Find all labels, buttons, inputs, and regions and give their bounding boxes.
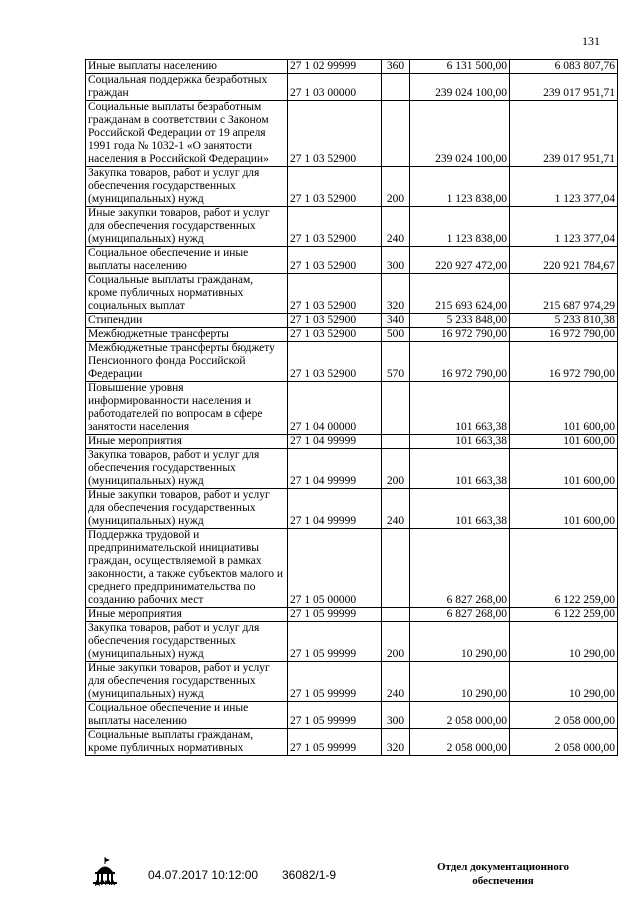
table-row <box>86 382 618 435</box>
row-executed-amount: 2 058 000,00 <box>510 729 618 756</box>
row-name: Иные выплаты населению <box>86 60 288 74</box>
row-planned-amount: 2 058 000,00 <box>410 729 510 756</box>
row-target-code: 27 1 03 52900 <box>288 342 382 382</box>
row-planned-amount: 215 693 624,00 <box>410 274 510 314</box>
row-planned-amount: 239 024 100,00 <box>410 101 510 167</box>
row-planned-amount: 220 927 472,00 <box>410 247 510 274</box>
row-target-code: 27 1 03 00000 <box>288 74 382 101</box>
row-name: Повышение уровня информированности населения и работодателей по вопросам в сфере занятости населения <box>86 382 288 435</box>
row-expense-type: 240 <box>382 489 410 529</box>
table-row <box>86 74 618 101</box>
page-number: 131 <box>582 34 600 48</box>
row-target-code: 27 1 03 52900 <box>288 274 382 314</box>
footer-doc-number: 36082/1-9 <box>282 868 337 882</box>
row-planned-amount: 101 663,38 <box>410 435 510 449</box>
row-executed-amount: 1 123 377,04 <box>510 207 618 247</box>
table-row <box>86 608 618 622</box>
table-row <box>86 314 618 328</box>
row-expense-type: 200 <box>382 622 410 662</box>
row-target-code: 27 1 04 99999 <box>288 489 382 529</box>
row-planned-amount: 239 024 100,00 <box>410 74 510 101</box>
row-name: Закупка товаров, работ и услуг для обеспечения государственных (муниципальных) нужд <box>86 622 288 662</box>
row-executed-amount: 1 123 377,04 <box>510 167 618 207</box>
row-expense-type: 320 <box>382 274 410 314</box>
row-expense-type: 240 <box>382 207 410 247</box>
table-row <box>86 274 618 314</box>
row-executed-amount: 2 058 000,00 <box>510 702 618 729</box>
row-name: Социальные выплаты гражданам, кроме публичных нормативных социальных выплат <box>86 274 288 314</box>
table-row <box>86 622 618 662</box>
row-executed-amount: 6 083 807,76 <box>510 60 618 74</box>
row-name: Социальное обеспечение и иные выплаты населению <box>86 247 288 274</box>
row-executed-amount: 101 600,00 <box>510 489 618 529</box>
row-expense-type: 200 <box>382 449 410 489</box>
row-name: Межбюджетные трансферты бюджету Пенсионного фонда Российской Федерации <box>86 342 288 382</box>
row-target-code: 27 1 03 52900 <box>288 314 382 328</box>
table-row <box>86 167 618 207</box>
table-row <box>86 101 618 167</box>
row-expense-type: 300 <box>382 247 410 274</box>
row-expense-type: 300 <box>382 702 410 729</box>
row-name: Социальное обеспечение и иные выплаты населению <box>86 702 288 729</box>
table-row <box>86 449 618 489</box>
row-expense-type <box>382 435 410 449</box>
row-executed-amount: 101 600,00 <box>510 435 618 449</box>
row-name: Поддержка трудовой и предпринимательской инициативы граждан, осуществляемой в рамках законности, а также субъектов малого и среднего предпринимательства по созданию рабочих мест <box>86 529 288 608</box>
row-executed-amount: 10 290,00 <box>510 662 618 702</box>
duma-logo-icon <box>90 856 120 894</box>
budget-table-body <box>86 60 618 756</box>
row-planned-amount: 101 663,38 <box>410 382 510 435</box>
row-name: Иные закупки товаров, работ и услуг для обеспечения государственных (муниципальных) нужд <box>86 207 288 247</box>
row-planned-amount: 6 827 268,00 <box>410 608 510 622</box>
table-row <box>86 662 618 702</box>
row-name: Закупка товаров, работ и услуг для обеспечения государственных (муниципальных) нужд <box>86 167 288 207</box>
row-planned-amount: 16 972 790,00 <box>410 328 510 342</box>
row-expense-type: 570 <box>382 342 410 382</box>
row-executed-amount: 6 122 259,00 <box>510 529 618 608</box>
row-planned-amount: 6 827 268,00 <box>410 529 510 608</box>
row-name: Стипендии <box>86 314 288 328</box>
row-name: Социальные выплаты гражданам, кроме публичных нормативных <box>86 729 288 756</box>
row-target-code: 27 1 05 99999 <box>288 622 382 662</box>
table-row <box>86 247 618 274</box>
row-executed-amount: 6 122 259,00 <box>510 608 618 622</box>
row-target-code: 27 1 05 99999 <box>288 729 382 756</box>
row-target-code: 27 1 03 52900 <box>288 101 382 167</box>
table-row <box>86 529 618 608</box>
footer-datetime: 04.07.2017 10:12:00 <box>148 868 259 882</box>
table-row <box>86 60 618 74</box>
table-row <box>86 729 618 756</box>
row-expense-type <box>382 529 410 608</box>
row-target-code: 27 1 04 99999 <box>288 449 382 489</box>
logo-text: ДУМА <box>94 880 116 887</box>
row-target-code: 27 1 05 99999 <box>288 608 382 622</box>
row-expense-type <box>382 74 410 101</box>
row-name: Иные мероприятия <box>86 435 288 449</box>
row-expense-type: 200 <box>382 167 410 207</box>
row-expense-type <box>382 382 410 435</box>
row-target-code: 27 1 04 99999 <box>288 435 382 449</box>
row-target-code: 27 1 03 52900 <box>288 328 382 342</box>
table-row <box>86 702 618 729</box>
row-planned-amount: 1 123 838,00 <box>410 207 510 247</box>
row-executed-amount: 16 972 790,00 <box>510 328 618 342</box>
row-name: Социальные выплаты безработным гражданам в соответствии с Законом Российской Федерации от 19 апреля 1991 года № 1032-1 «О занятости населения в Российской Федерации» <box>86 101 288 167</box>
row-planned-amount: 10 290,00 <box>410 662 510 702</box>
row-executed-amount: 215 687 974,29 <box>510 274 618 314</box>
row-expense-type: 320 <box>382 729 410 756</box>
row-target-code: 27 1 05 99999 <box>288 662 382 702</box>
row-planned-amount: 5 233 848,00 <box>410 314 510 328</box>
row-planned-amount: 101 663,38 <box>410 449 510 489</box>
row-name: Иные мероприятия <box>86 608 288 622</box>
row-executed-amount: 101 600,00 <box>510 449 618 489</box>
row-planned-amount: 2 058 000,00 <box>410 702 510 729</box>
table-row <box>86 435 618 449</box>
row-expense-type <box>382 608 410 622</box>
row-executed-amount: 16 972 790,00 <box>510 342 618 382</box>
row-executed-amount: 10 290,00 <box>510 622 618 662</box>
row-planned-amount: 101 663,38 <box>410 489 510 529</box>
row-planned-amount: 6 131 500,00 <box>410 60 510 74</box>
row-target-code: 27 1 03 52900 <box>288 247 382 274</box>
row-expense-type: 240 <box>382 662 410 702</box>
row-target-code: 27 1 03 52900 <box>288 167 382 207</box>
row-executed-amount: 239 017 951,71 <box>510 74 618 101</box>
table-row <box>86 342 618 382</box>
table-row <box>86 489 618 529</box>
row-planned-amount: 10 290,00 <box>410 622 510 662</box>
row-executed-amount: 220 921 784,67 <box>510 247 618 274</box>
budget-table <box>85 59 618 756</box>
row-executed-amount: 5 233 810,38 <box>510 314 618 328</box>
row-expense-type: 340 <box>382 314 410 328</box>
row-name: Межбюджетные трансферты <box>86 328 288 342</box>
table-row <box>86 207 618 247</box>
row-expense-type: 500 <box>382 328 410 342</box>
page-footer <box>0 850 640 900</box>
row-name: Социальная поддержка безработных граждан <box>86 74 288 101</box>
row-expense-type: 360 <box>382 60 410 74</box>
row-expense-type <box>382 101 410 167</box>
row-name: Иные закупки товаров, работ и услуг для обеспечения государственных (муниципальных) нужд <box>86 489 288 529</box>
row-executed-amount: 239 017 951,71 <box>510 101 618 167</box>
row-executed-amount: 101 600,00 <box>510 382 618 435</box>
row-target-code: 27 1 05 99999 <box>288 702 382 729</box>
row-name: Закупка товаров, работ и услуг для обеспечения государственных (муниципальных) нужд <box>86 449 288 489</box>
row-planned-amount: 16 972 790,00 <box>410 342 510 382</box>
row-target-code: 27 1 02 99999 <box>288 60 382 74</box>
row-name: Иные закупки товаров, работ и услуг для обеспечения государственных (муниципальных) нужд <box>86 662 288 702</box>
row-target-code: 27 1 05 00000 <box>288 529 382 608</box>
footer-department: Отдел документационного обеспечения <box>436 861 570 887</box>
row-target-code: 27 1 03 52900 <box>288 207 382 247</box>
row-target-code: 27 1 04 00000 <box>288 382 382 435</box>
row-planned-amount: 1 123 838,00 <box>410 167 510 207</box>
table-row <box>86 328 618 342</box>
